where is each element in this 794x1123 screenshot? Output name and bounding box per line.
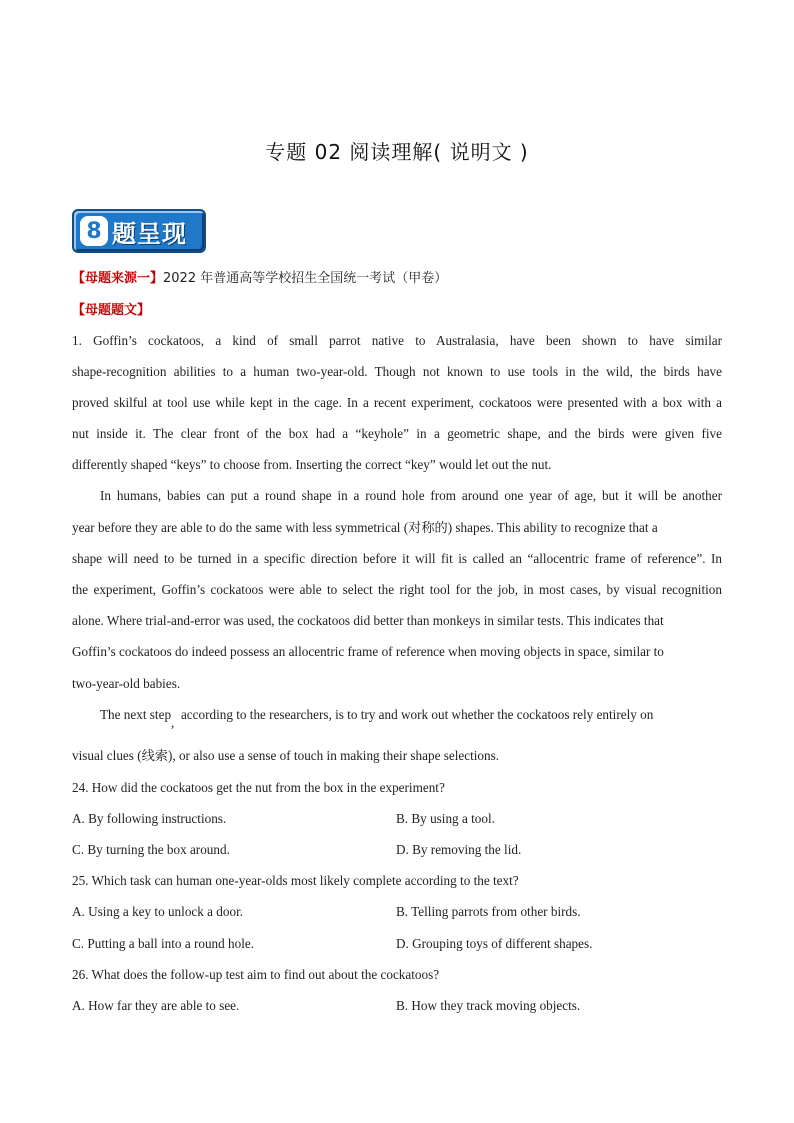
question-stem: 26. What does the follow-up test aim to find out about the cockatoos? xyxy=(72,967,440,982)
badge-label: 题呈现 xyxy=(112,219,187,248)
question-stem: 24. How did the cockatoos get the nut from the box in the experiment? xyxy=(72,780,445,795)
passage-line: nut inside it. The clear front of the box had a “keyhole” in a geometric shape, and the birds were given five xyxy=(72,426,722,441)
page-title: 专题 02 阅读理解( 说明文 ) xyxy=(265,140,529,164)
option-b: B. By using a tool. xyxy=(396,811,495,826)
passage-line: alone. Where trial-and-error was used, the cockatoos did better than monkeys in similar tests. This indicates that xyxy=(72,613,664,628)
passage-line: shape-recognition abilities to a human two-year-old. Though not known to use tools in the wild, the birds have xyxy=(72,364,722,379)
option-a: A. Using a key to unlock a door. xyxy=(72,904,244,919)
option-d: D. By removing the lid. xyxy=(396,842,522,857)
option-c: C. By turning the box around. xyxy=(72,842,230,857)
passage-line: Goffin’s cockatoos do indeed possess an allocentric frame of reference when moving objects in space, similar to xyxy=(72,644,664,659)
passage-fragment: according to the researchers, is to try and work out whether the cockatoos rely entirely on xyxy=(180,707,654,722)
option-a: A. How far they are able to see. xyxy=(72,998,240,1013)
passage-line xyxy=(100,707,722,730)
passage-line: differently shaped “keys” to choose from. Inserting the correct “key” would let out the nut. xyxy=(72,457,552,472)
passage-line: In humans, babies can put a round shape in a round hole from around one year of age, but it will be another xyxy=(100,488,722,503)
text-label: 【母题题文】 xyxy=(72,303,151,318)
passage-line: 1. Goffin’s cockatoos, a kind of small parrot native to Australasia, have been shown to have similar xyxy=(72,333,722,348)
source-label: 【母题来源一】 xyxy=(72,271,164,286)
passage-line: shape will need to be turned in a specific direction before it will fit is called an “allocentric frame of reference”. In xyxy=(72,551,722,566)
passage-line: year before they are able to do the same with less symmetrical (对称的) shapes. This ability to recognize that a xyxy=(72,520,658,535)
passage-fragment: , xyxy=(171,715,175,730)
option-a: A. By following instructions. xyxy=(72,811,227,826)
option-c: C. Putting a ball into a round hole. xyxy=(72,936,255,951)
passage-fragment: The next step xyxy=(100,707,172,722)
passage-line: the experiment, Goffin’s cockatoos were able to select the right tool for the job, in most cases, by visual recognition xyxy=(72,582,722,597)
passage-line: two-year-old babies. xyxy=(72,676,181,691)
source-line xyxy=(72,271,722,287)
option-b: B. How they track moving objects. xyxy=(396,998,581,1013)
option-d: D. Grouping toys of different shapes. xyxy=(396,936,593,951)
passage-line: visual clues (线索), or also use a sense of touch in making their shape selections. xyxy=(72,748,500,763)
section-badge xyxy=(72,209,206,253)
option-b: B. Telling parrots from other birds. xyxy=(396,904,581,919)
question-stem: 25. Which task can human one-year-olds most likely complete according to the text? xyxy=(72,873,519,888)
number-icon: 8 xyxy=(80,216,108,246)
text-label-line xyxy=(72,302,722,319)
passage-line: proved skilful at tool use while kept in the cage. In a recent experiment, cockatoos were presented with a box with a xyxy=(72,395,722,410)
source-text: 2022 年普通高等学校招生全国统一考试（甲卷） xyxy=(163,271,448,286)
